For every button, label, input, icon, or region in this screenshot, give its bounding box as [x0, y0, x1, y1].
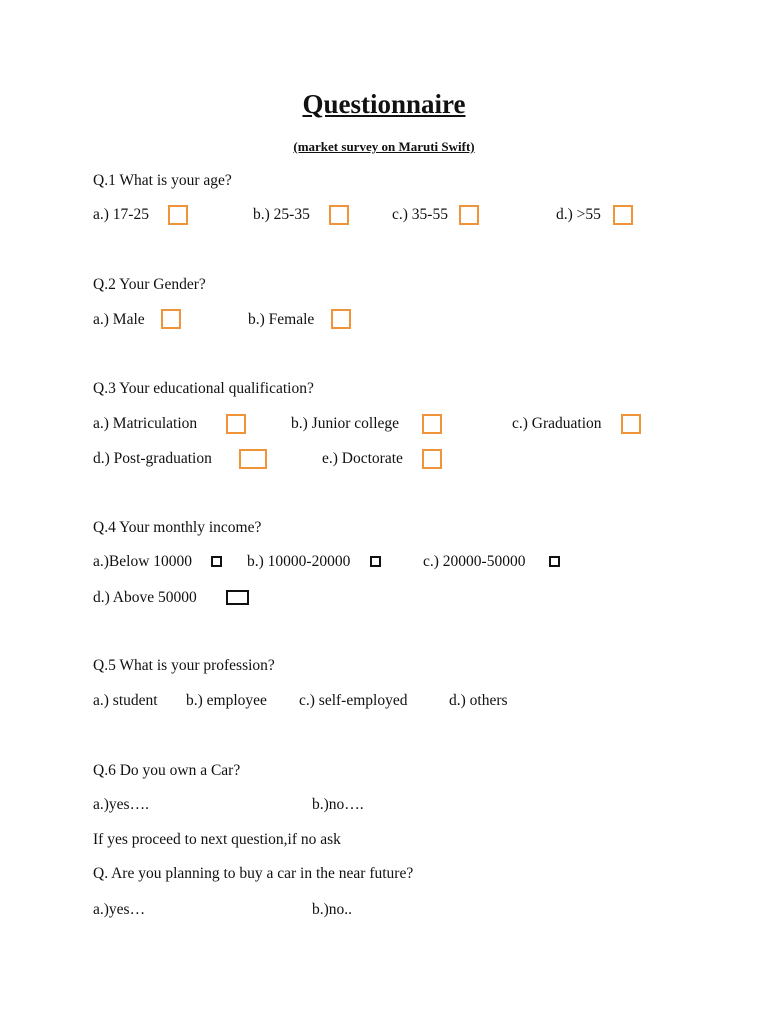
- q2-option-a-label: a.) Male: [93, 311, 145, 328]
- q3-option-a-checkbox[interactable]: [226, 414, 246, 434]
- question-1: Q.1 What is your age?: [93, 172, 232, 189]
- q1-option-c-checkbox[interactable]: [459, 205, 479, 225]
- q5-option-d-label: d.) others: [449, 692, 508, 709]
- q7-option-a-label: a.)yes…: [93, 901, 146, 918]
- q7-option-b-label: b.)no..: [312, 901, 353, 918]
- q3-option-b-checkbox[interactable]: [422, 414, 442, 434]
- q4-option-c-checkbox[interactable]: [549, 556, 560, 567]
- q6-option-b-label: b.)no….: [312, 796, 364, 813]
- q1-option-a-label: a.) 17-25: [93, 206, 149, 223]
- q5-option-b-label: b.) employee: [186, 692, 267, 709]
- q5-option-a-label: a.) student: [93, 692, 158, 709]
- question-2: Q.2 Your Gender?: [93, 276, 206, 293]
- q3-option-b-label: b.) Junior college: [291, 415, 400, 432]
- q4-option-d-label: d.) Above 50000: [93, 589, 197, 606]
- q4-option-c-label: c.) 20000-50000: [423, 553, 526, 570]
- q1-option-c-label: c.) 35-55: [392, 206, 448, 223]
- question-6: Q.6 Do you own a Car?: [93, 762, 241, 779]
- page-title: Questionnaire: [302, 89, 466, 119]
- q4-option-b-checkbox[interactable]: [370, 556, 381, 567]
- q6-followup-note: If yes proceed to next question,if no ask: [93, 831, 341, 848]
- q4-option-a-checkbox[interactable]: [211, 556, 222, 567]
- q3-option-e-label: e.) Doctorate: [322, 450, 403, 467]
- q3-option-a-label: a.) Matriculation: [93, 415, 198, 432]
- q2-option-a-checkbox[interactable]: [161, 309, 181, 329]
- q4-option-d-checkbox[interactable]: [226, 590, 249, 605]
- q3-option-d-label: d.) Post-graduation: [93, 450, 212, 467]
- q1-option-b-label: b.) 25-35: [253, 206, 310, 223]
- q1-option-a-checkbox[interactable]: [168, 205, 188, 225]
- page-subtitle: (market survey on Maruti Swift): [293, 139, 475, 154]
- q6-option-a-label: a.)yes….: [93, 796, 149, 813]
- q3-option-c-checkbox[interactable]: [621, 414, 641, 434]
- question-4: Q.4 Your monthly income?: [93, 519, 262, 536]
- q5-option-c-label: c.) self-employed: [299, 692, 408, 709]
- q3-option-e-checkbox[interactable]: [422, 449, 442, 469]
- q2-option-b-label: b.) Female: [248, 311, 315, 328]
- q2-option-b-checkbox[interactable]: [331, 309, 351, 329]
- question-5: Q.5 What is your profession?: [93, 657, 275, 674]
- q3-option-d-checkbox[interactable]: [239, 449, 267, 469]
- q1-option-d-label: d.) >55: [556, 206, 601, 223]
- q1-option-b-checkbox[interactable]: [329, 205, 349, 225]
- q4-option-a-label: a.)Below 10000: [93, 553, 193, 570]
- question-3: Q.3 Your educational qualification?: [93, 380, 314, 397]
- q1-option-d-checkbox[interactable]: [613, 205, 633, 225]
- q4-option-b-label: b.) 10000-20000: [247, 553, 351, 570]
- q3-option-c-label: c.) Graduation: [512, 415, 602, 432]
- question-7: Q. Are you planning to buy a car in the near future?: [93, 865, 414, 882]
